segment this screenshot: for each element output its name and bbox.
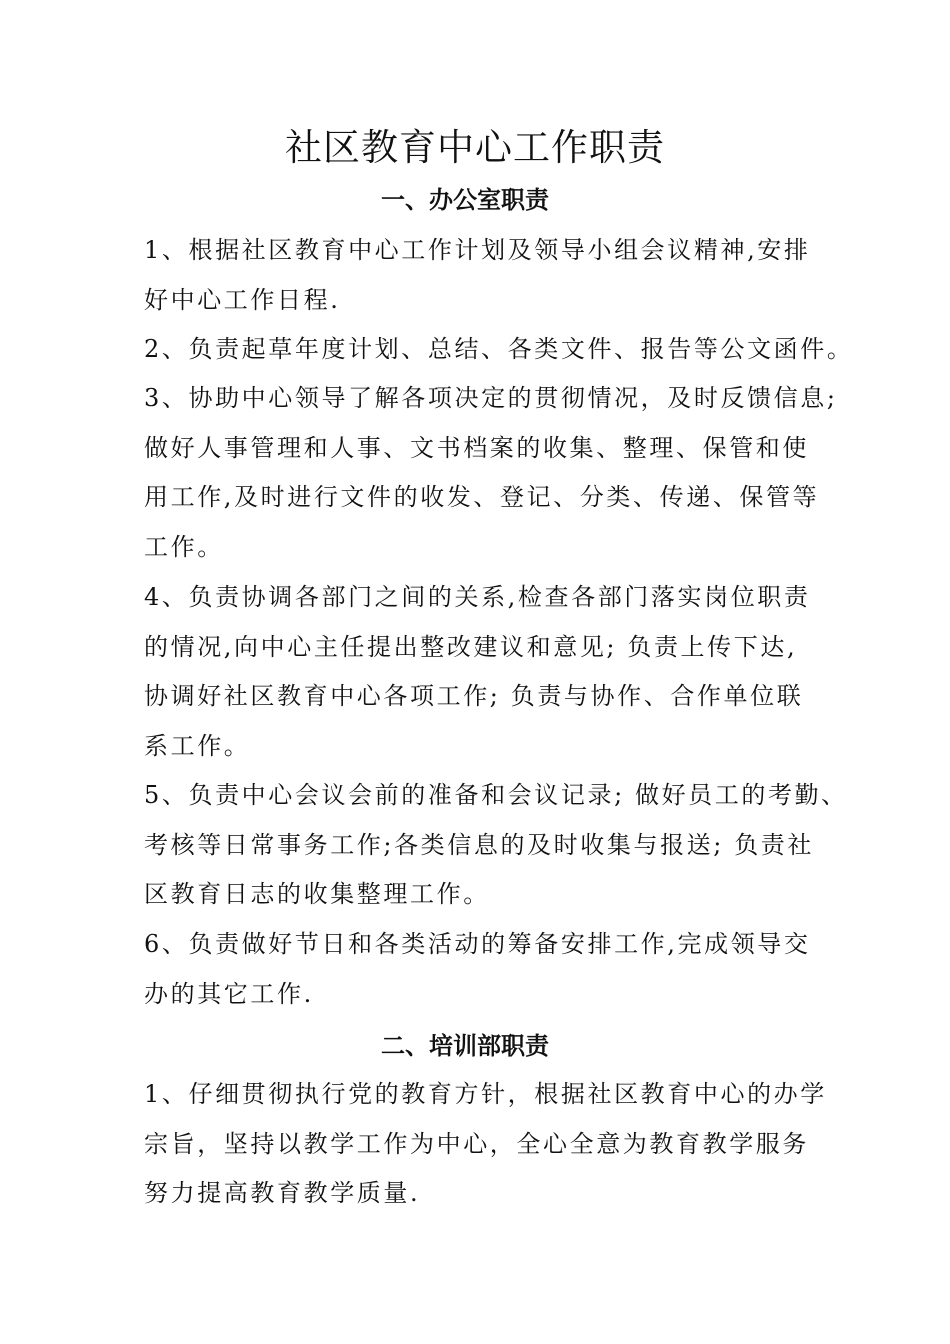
paragraph-line: 的情况,向中心主任提出整改建议和意见; 负责上传下达, [144, 632, 798, 661]
paragraph-office-4 [144, 573, 834, 771]
document-title: 社区教育中心工作职责 [285, 126, 665, 169]
paragraph-line: 2、负责起草年度计划、总结、各类文件、报告等公文函件。 [144, 335, 854, 363]
paragraph-office-1 [144, 226, 834, 325]
paragraph-line: 1、根据社区教育中心工作计划及领导小组会议精神,安排 [144, 236, 811, 264]
paragraph-training-1 [144, 1070, 834, 1219]
paragraph-line: 4、负责协调各部门之间的关系,检查各部门落实岗位职责 [144, 583, 811, 611]
paragraph-line: 努力提高教育教学质量. [144, 1179, 421, 1207]
paragraph-line: 6、负责做好节日和各类活动的筹备安排工作,完成领导交 [144, 930, 811, 958]
paragraph-line: 工作。 [144, 532, 224, 561]
paragraph-line: 5、负责中心会议会前的准备和会议记录; 做好员工的考勤、 [144, 781, 848, 809]
paragraph-line: 宗旨，坚持以教学工作为中心，全心全意为教育教学服务 [144, 1129, 809, 1158]
paragraph-office-6 [144, 920, 834, 1019]
paragraph-line: 考核等日常事务工作;各类信息的及时收集与报送; 负责社 [144, 830, 814, 859]
paragraph-office-3 [144, 374, 838, 572]
paragraph-line: 1、仔细贯彻执行党的教育方针，根据社区教育中心的办学 [144, 1080, 827, 1108]
paragraph-line: 做好人事管理和人事、文书档案的收集、整理、保管和使 [144, 433, 809, 462]
paragraph-line: 区教育日志的收集整理工作。 [144, 880, 490, 908]
paragraph-line: 3、协助中心领导了解各项决定的贯彻情况，及时反馈信息; [144, 384, 838, 412]
paragraph-line: 办的其它工作. [144, 979, 314, 1008]
paragraph-line: 系工作。 [144, 731, 251, 760]
section-heading-training: 二、培训部职责 [381, 1032, 549, 1060]
paragraph-line: 用工作,及时进行文件的收发、登记、分类、传递、保管等 [144, 483, 820, 511]
paragraph-office-5 [144, 771, 848, 920]
paragraph-office-2 [144, 325, 854, 375]
paragraph-line: 协调好社区教育中心各项工作; 负责与协作、合作单位联 [144, 682, 804, 710]
paragraph-line: 好中心工作日程. [144, 285, 341, 314]
section-heading-office: 一、办公室职责 [381, 186, 549, 214]
